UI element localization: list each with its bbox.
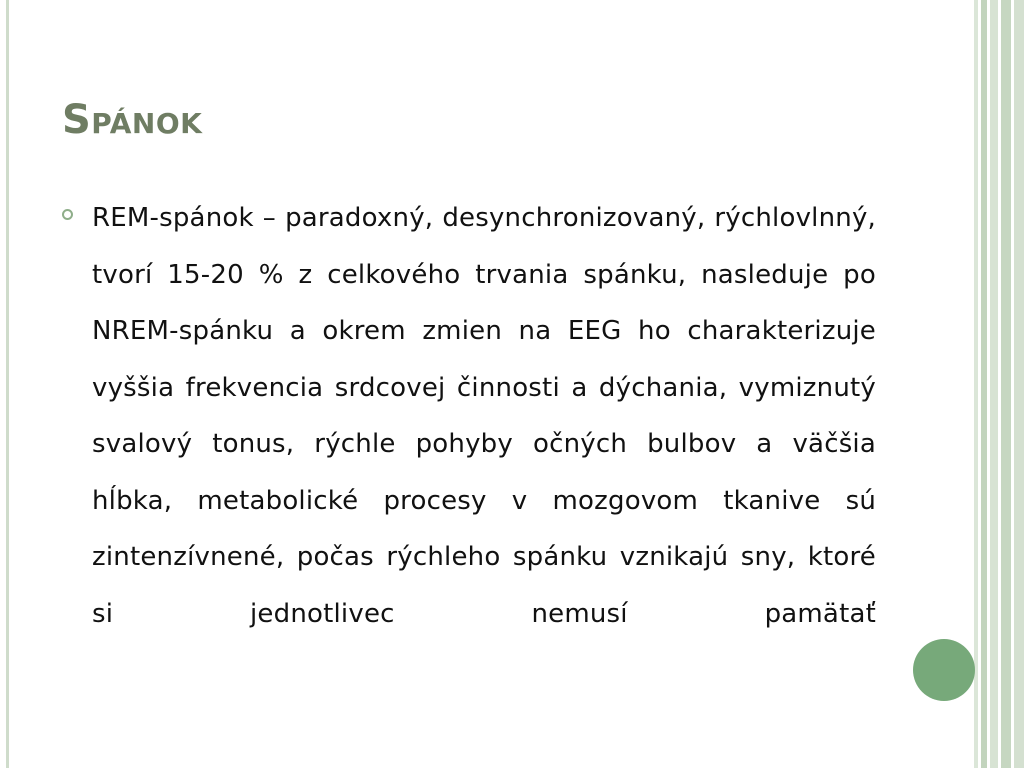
green-circle-decoration-icon — [913, 639, 975, 701]
left-border-line — [6, 0, 9, 768]
stripe — [1014, 0, 1024, 768]
hollow-circle-bullet-icon — [62, 209, 73, 220]
stripe — [1001, 0, 1011, 768]
slide-title: Spánok — [62, 97, 203, 143]
right-decorative-stripes — [974, 0, 1024, 768]
bullet-text: REM-spánok – paradoxný, desynchronizovaný, rýchlovlnný, tvorí 15-20 % z celkového trvania spánku, nasleduje po NREM-spánku a okrem zmien na EEG ho charakterizuje vyššia frekvencia srdcovej činnosti a dýchania, vymiznutý svalový tonus, rýchle pohyby očných bulbov a väčšia hĺbka, metabolické procesy v mozgovom tkanive sú zintenzívnené, počas rýchleho spánku vznikajú sny, ktoré si jednotlivec nemusí pamätať — [92, 203, 876, 629]
stripe — [990, 0, 998, 768]
